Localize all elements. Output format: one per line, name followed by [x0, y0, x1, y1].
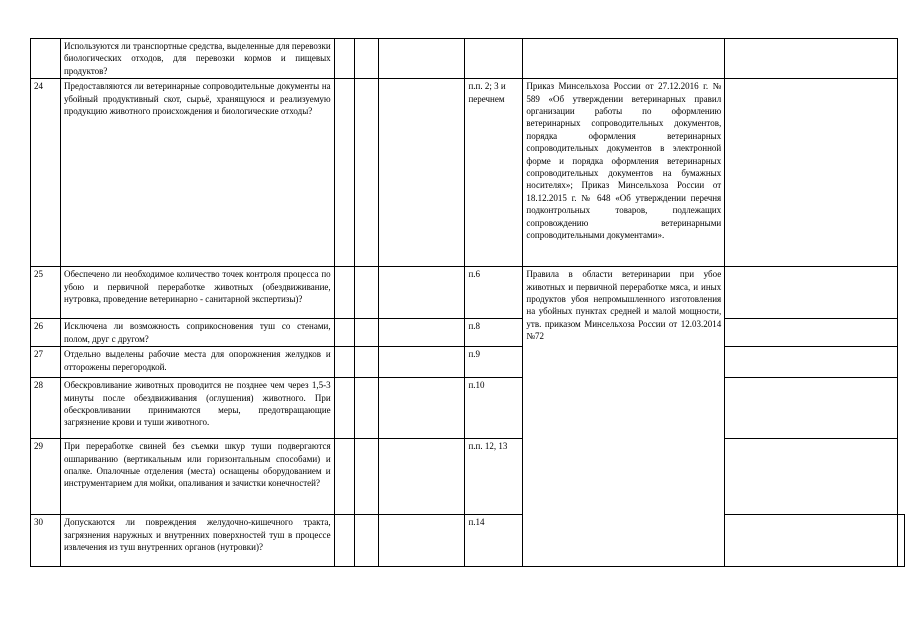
empty-cell	[354, 319, 378, 347]
empty-cell	[725, 319, 898, 347]
row-number: 26	[31, 319, 61, 347]
row-number	[31, 39, 61, 79]
table-row	[31, 39, 905, 79]
empty-cell	[378, 39, 465, 79]
row-number: 30	[31, 515, 61, 567]
empty-cell	[378, 79, 465, 267]
table-row	[31, 515, 905, 567]
empty-cell	[354, 267, 378, 319]
reference-cell: п.14	[465, 515, 523, 567]
empty-cell	[378, 439, 465, 515]
empty-cell	[334, 319, 354, 347]
legal-act-cell: Правила в области ветеринарии при убое животных и первичной переработке мяса, и иных продуктов убоя непромышленного изготовления на убойных пунктах средней и малой мощности, утв. приказом Минсельхоза России от 12.03.2014 №72	[523, 267, 725, 567]
reference-cell: п.6	[465, 267, 523, 319]
empty-cell	[354, 439, 378, 515]
table-row	[31, 378, 905, 439]
empty-cell	[725, 267, 898, 319]
empty-cell	[354, 39, 378, 79]
empty-cell	[725, 515, 898, 567]
row-number: 28	[31, 378, 61, 439]
question-cell: Предоставляются ли ветеринарные сопроводительные документы на убойный продуктивный скот, сырьё, хранящуюся и реализуемую продукцию животного происхождения и биологические отходы?	[60, 79, 334, 267]
table-row	[31, 79, 905, 267]
empty-cell	[354, 378, 378, 439]
question-cell: Отдельно выделены рабочие места для опорожнения желудков и отторожены перегородкой.	[60, 347, 334, 378]
row-number: 24	[31, 79, 61, 267]
empty-cell	[725, 439, 898, 515]
empty-cell	[378, 378, 465, 439]
question-cell: Обескровливание животных проводится не позднее чем через 1,5-3 минуты после обездвиживания (оглушения) животного. При обескровливании принимаются меры, предотвращающие загрязнение крови и туши животного.	[60, 378, 334, 439]
empty-cell	[725, 79, 898, 267]
question-cell: Обеспечено ли необходимое количество точек контроля процесса по убою и первичной переработке животных (обездвиживание, нутровка, проведение ветеринарно - санитарной экспертизы)?	[60, 267, 334, 319]
legal-act-cell: Приказ Минсельхоза России от 27.12.2016 г. № 589 «Об утверждении ветеринарных правил организации работы по оформлению ветеринарных сопроводительных документов, порядка оформления ветеринарных сопроводительных документов в электронной форме и порядка оформления ветеринарных сопроводительных документов на бумажных носителях»; Приказ Минсельхоза России от 18.12.2015 г. № 648 «Об утверждении перечня подконтрольных товаров, подлежащих сопровождению ветеринарными сопроводительными документами».	[523, 79, 725, 267]
empty-cell	[334, 79, 354, 267]
empty-cell	[378, 347, 465, 378]
reference-cell: п.9	[465, 347, 523, 378]
empty-cell	[354, 79, 378, 267]
reference-cell: п.п. 12, 13	[465, 439, 523, 515]
empty-cell	[898, 515, 905, 567]
empty-cell	[378, 319, 465, 347]
table-row	[31, 439, 905, 515]
reference-cell	[465, 39, 523, 79]
row-number: 29	[31, 439, 61, 515]
question-cell: При переработке свиней без съемки шкур туши подвергаются ошпариванию (вертикальным или горизонтальным способами) и опалке. Опалочные отделения (места) оснащены оборудованием и инструментарием для мойки, опаливания и зачистки конечностей?	[60, 439, 334, 515]
reference-cell: п.п. 2; 3 и перечнем	[465, 79, 523, 267]
row-number: 27	[31, 347, 61, 378]
empty-cell	[334, 267, 354, 319]
empty-cell	[725, 39, 898, 79]
empty-cell	[334, 378, 354, 439]
empty-cell	[523, 39, 725, 79]
row-number: 25	[31, 267, 61, 319]
reference-cell: п.10	[465, 378, 523, 439]
empty-cell	[725, 347, 898, 378]
empty-cell	[334, 39, 354, 79]
question-cell: Используются ли транспортные средства, выделенные для перевозки биологических отходов, для перевозки кормов и пищевых продуктов?	[60, 39, 334, 79]
question-cell: Допускаются ли повреждения желудочно-кишечного тракта, загрязнения наружных и внутренних поверхностей туш в процессе извлечения из туш внутренних органов (нутровки)?	[60, 515, 334, 567]
checklist-table	[30, 38, 905, 567]
reference-cell: п.8	[465, 319, 523, 347]
question-cell: Исключена ли возможность соприкосновения туш со стенами, полом, друг с другом?	[60, 319, 334, 347]
table-row	[31, 267, 905, 319]
empty-cell	[334, 439, 354, 515]
empty-cell	[354, 347, 378, 378]
empty-cell	[334, 347, 354, 378]
empty-cell	[378, 267, 465, 319]
empty-cell	[725, 378, 898, 439]
empty-cell	[334, 515, 354, 567]
empty-cell	[354, 515, 378, 567]
table-row	[31, 319, 905, 347]
empty-cell	[378, 515, 465, 567]
table-row	[31, 347, 905, 378]
